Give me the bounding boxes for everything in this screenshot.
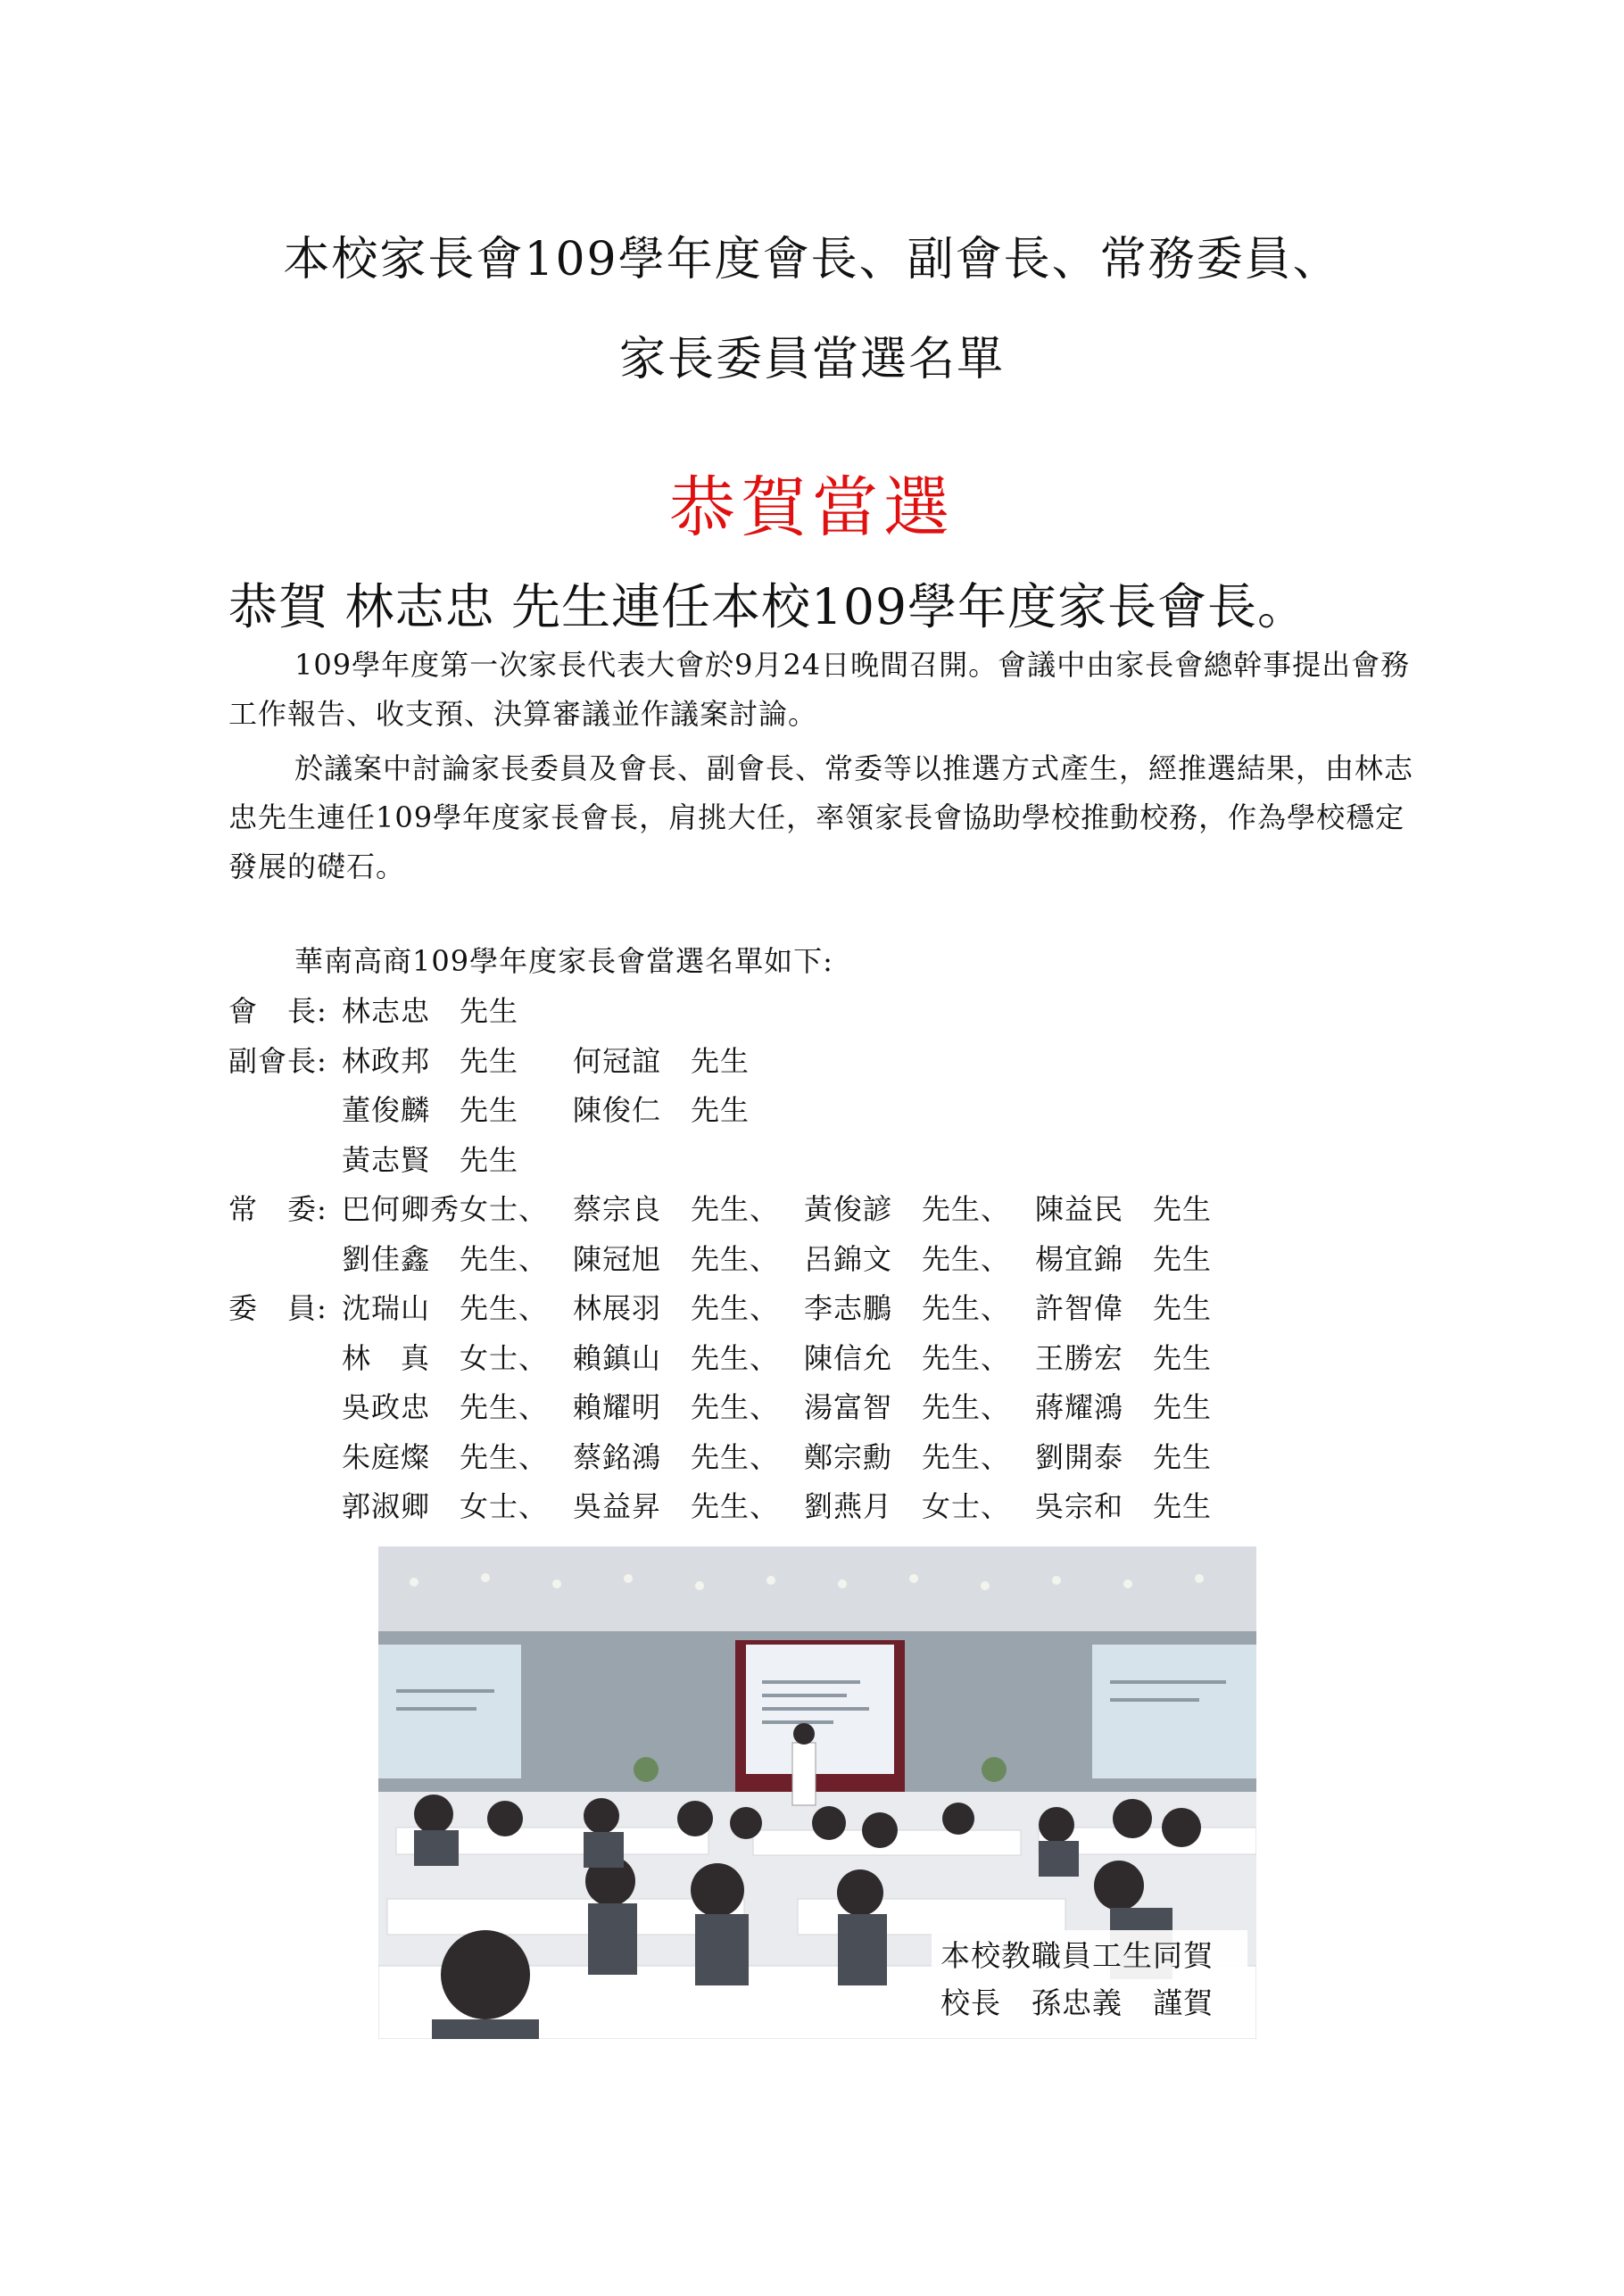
document-title-line2: 家長委員當選名單 [618,333,1005,386]
roster-name: 朱庭燦 先生、 [342,1439,549,1474]
roster-name: 楊宜錦 先生 [1035,1241,1213,1276]
roster-role: 常 委: [228,1192,327,1226]
roster-name: 吳益昇 先生、 [573,1489,780,1523]
roster-name: 蔡宗良 先生、 [573,1192,780,1226]
paragraph-election: 於議案中討論家長委員及會長、副會長、常委等以推選方式產生，經推選結果，由林志忠先生連任109學年度家長會長，肩挑大任，率領家長會協助學校推動校務，作為學校穩定發展的礎石。 [228,751,1414,883]
roster-name: 呂錦文 先生、 [804,1241,1011,1276]
paragraph-meeting: 109學年度第一次家長代表大會於9月24日晚間召開。會議中由家長會總幹事提出會務工作報告、收支預、決算審議並作議案討論。 [228,648,1411,731]
roster-name: 蔡銘鴻 先生、 [573,1439,780,1474]
roster-name: 賴耀明 先生、 [573,1390,780,1424]
roster-name: 林政邦 先生 [342,1043,519,1078]
roster-name: 林志忠 先生 [342,994,519,1028]
list-intro: 華南高商109學年度家長會當選名單如下: [294,944,833,978]
roster-name: 黃志賢 先生 [342,1142,519,1177]
roster-name: 劉開泰 先生 [1035,1439,1213,1474]
meeting-photo [378,1546,1256,2039]
roster-role: 委 員: [228,1291,327,1325]
roster-name: 巴何卿秀女士、 [342,1192,549,1226]
roster-role: 會 長: [228,994,327,1028]
roster-name: 林展羽 先生、 [573,1291,780,1325]
roster-name: 賴鎮山 先生、 [573,1340,780,1375]
roster-name: 鄭宗勳 先生、 [804,1439,1011,1474]
roster-name: 黃俊諺 先生、 [804,1192,1011,1226]
roster-name: 李志鵬 先生、 [804,1291,1011,1325]
roster-role: 副會長: [228,1043,327,1078]
caption-line1: 本校教職員工生同賀 [940,1938,1214,1973]
roster-name: 陳俊仁 先生 [573,1093,750,1127]
roster-name: 劉燕月 女士、 [804,1489,1011,1523]
chairman-headline: 恭賀 林志忠 先生連任本校109學年度家長會長。 [228,578,1307,635]
roster-name: 陳益民 先生 [1035,1192,1213,1226]
roster-name: 許智偉 先生 [1035,1291,1213,1325]
roster-name: 郭淑卿 女士、 [342,1489,549,1523]
roster-name: 沈瑞山 先生、 [342,1291,549,1325]
roster-name: 蔣耀鴻 先生 [1035,1390,1213,1424]
roster-name: 林 真 女士、 [342,1340,549,1375]
roster-name: 湯富智 先生、 [804,1390,1011,1424]
roster-name: 吳政忠 先生、 [342,1390,549,1424]
congratulations-heading: 恭賀當選 [669,469,955,546]
roster-name: 何冠誼 先生 [573,1043,750,1078]
roster-name: 陳冠旭 先生、 [573,1241,780,1276]
roster-name: 劉佳鑫 先生、 [342,1241,549,1276]
roster-name: 王勝宏 先生 [1035,1340,1213,1375]
roster-name: 董俊麟 先生 [342,1093,519,1127]
roster-name: 陳信允 先生、 [804,1340,1011,1375]
caption-line2: 校長 孫忠義 謹賀 [940,1985,1214,2020]
document-title-line1: 本校家長會109學年度會長、副會長、常務委員、 [283,233,1341,286]
roster-name: 吳宗和 先生 [1035,1489,1213,1523]
photo-caption [932,1930,1247,2028]
